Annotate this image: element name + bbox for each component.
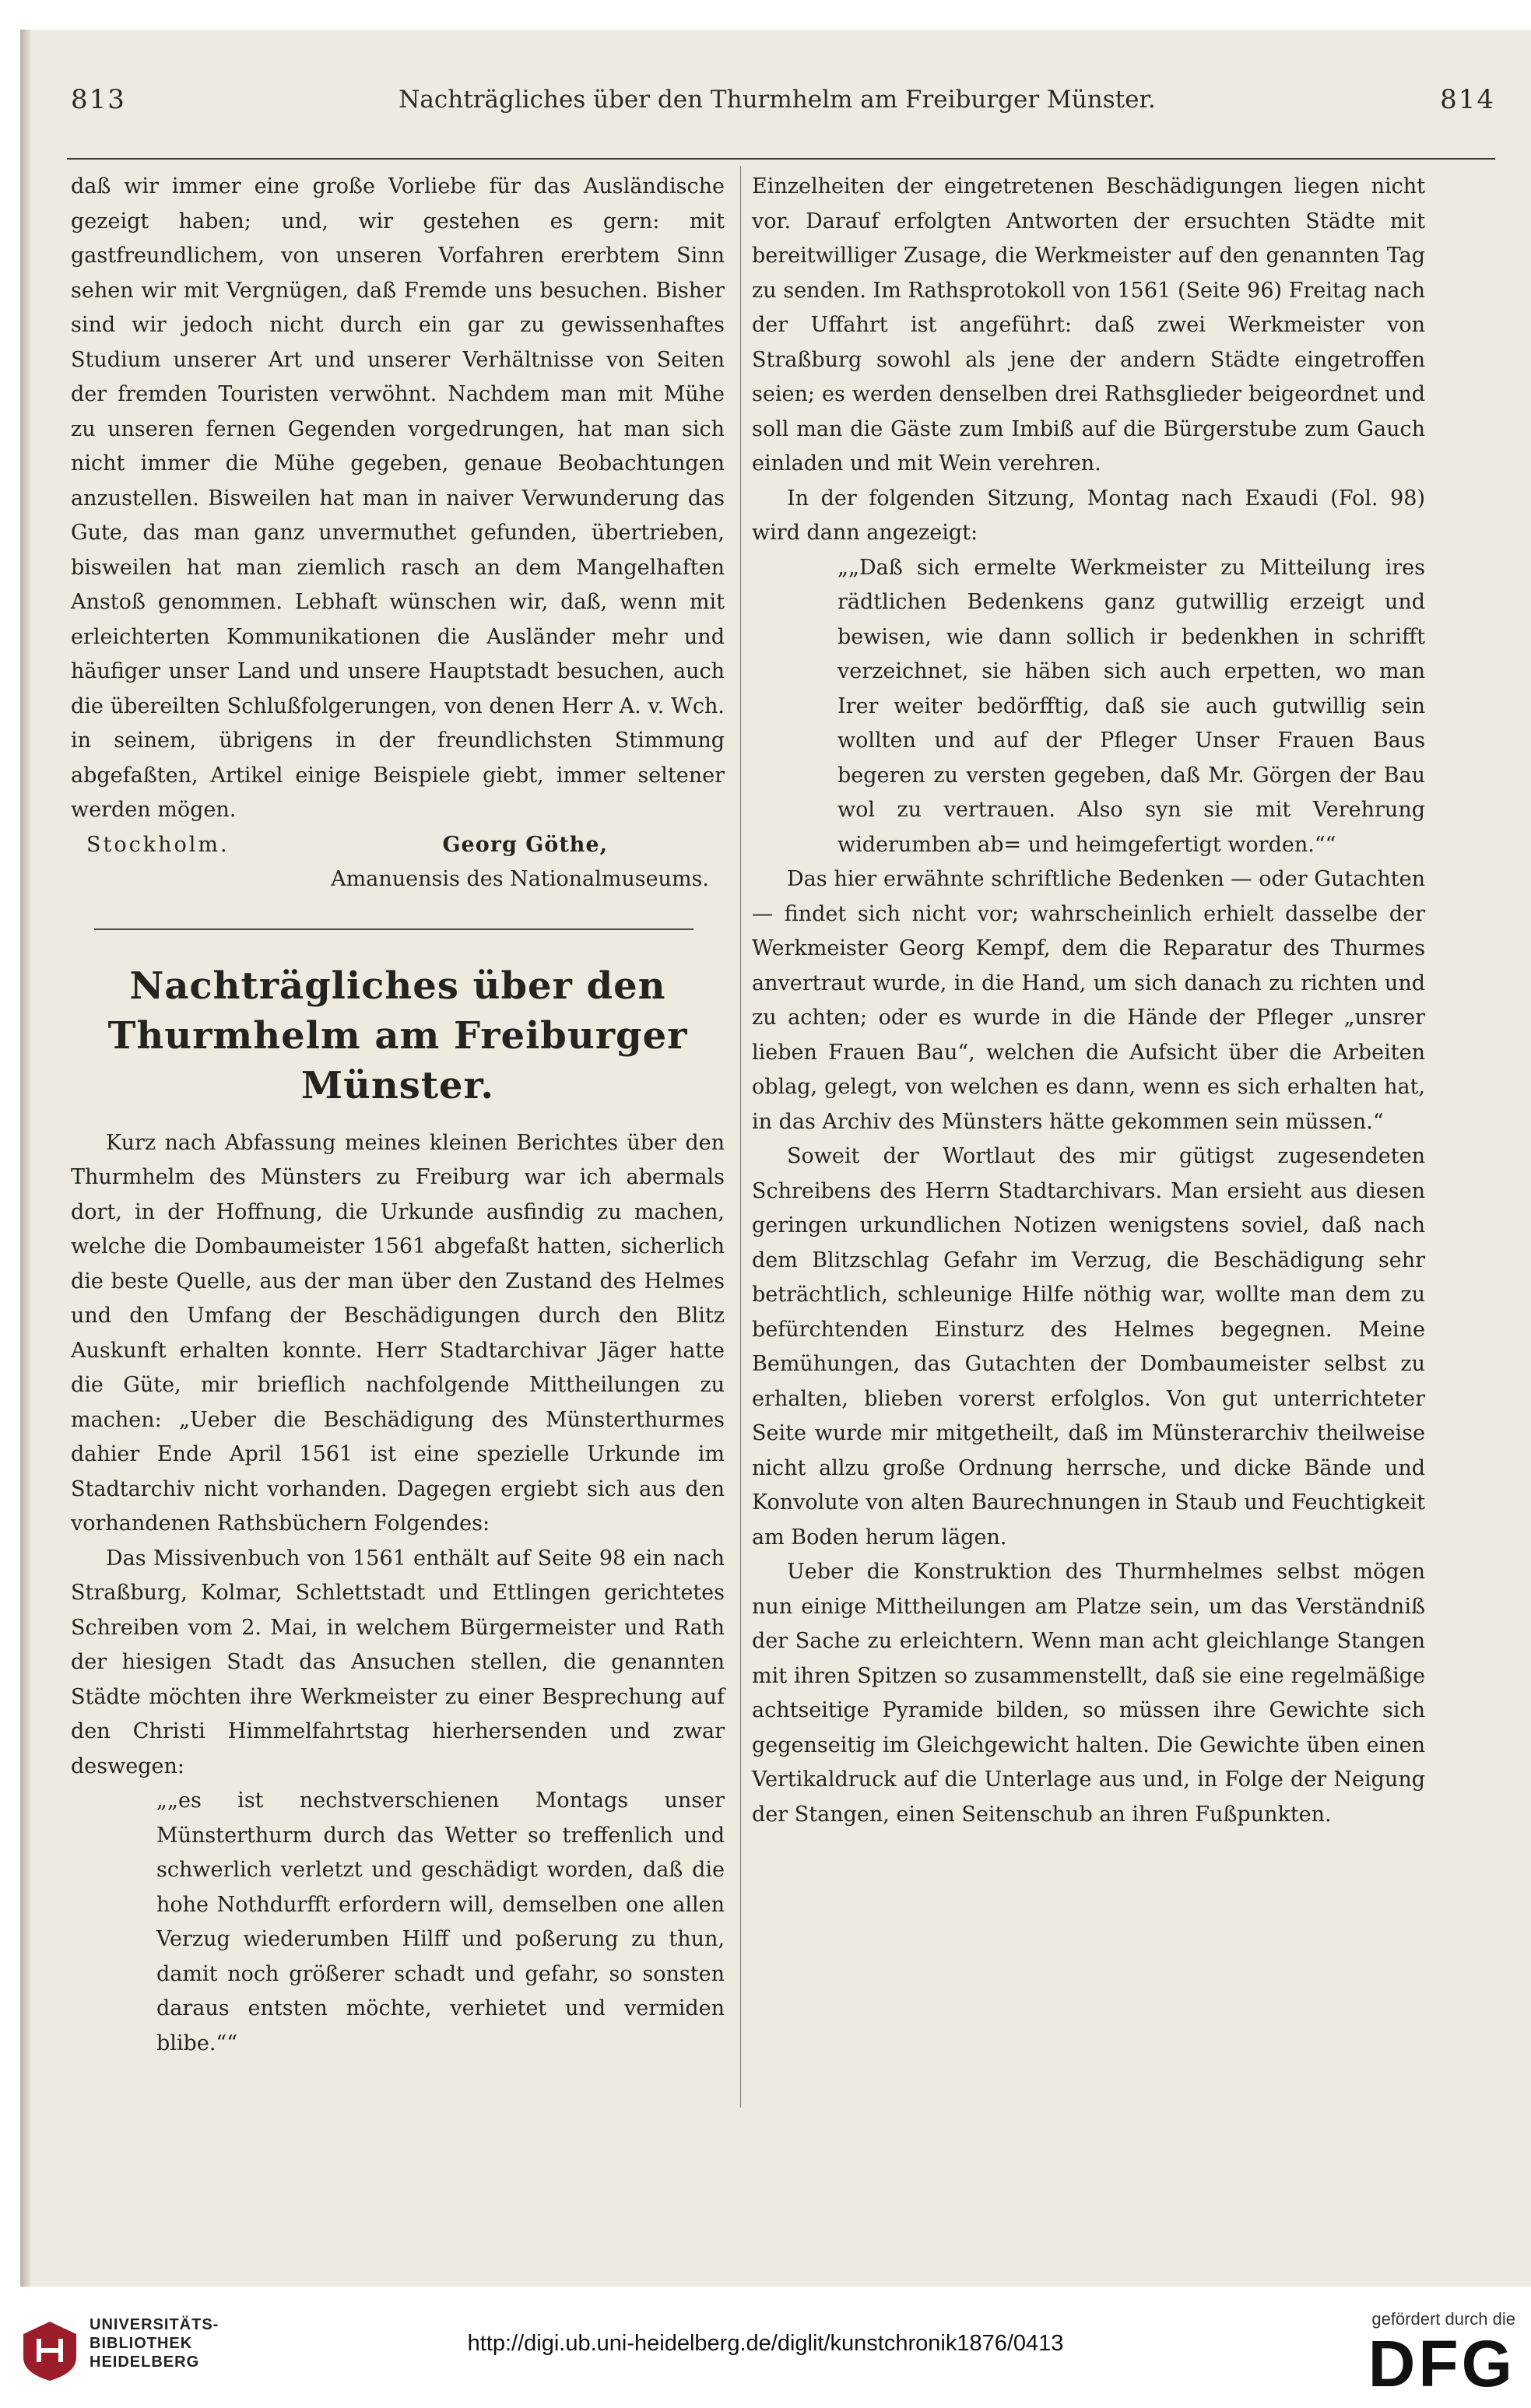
library-name: UNIVERSITÄTS- BIBLIOTHEK HEIDELBERG — [90, 2316, 219, 2371]
column-divider — [740, 166, 741, 2108]
body-paragraph: Soweit der Wortlaut des mir gütigst zugesendeten Schreibens des Herrn Stadtarchivars. Man ersieht aus diesen geringen urkundlichen Notizen wenigstens soviel, daß nach dem Blitzschlag Gefahr im Verzug, die Beschädigung sehr beträchtlich, schleunige Hilfe nöthig war, wollte man dem zu befürchtenden Einsturz des Helmes begegnen. Meine Bemühungen, das Gutachten der Dombaumeister selbst zu erhalten, blieben vorerst erfolglos. Von gut unterrichteter Seite wurde mir mitgetheilt, daß im Münsterarchiv theilweise nicht allzu große Ordnung herrsche, und dicke Bände und Konvolute von alten Baurechnungen in Staub und Feuchtigkeit am Boden herum lägen. — [752, 1144, 1425, 1550]
signature-role: Amanuensis des Nationalmuseums. — [331, 867, 709, 891]
body-paragraph: Das Missivenbuch von 1561 enthält auf Seite 98 ein nach Straßburg, Kolmar, Schlettstadt und Ettlingen gerichtetes Schreiben vom 2. Mai, in welchem Bürgermeister und Rath der hiesigen Stadt das Ansuchen stellen, die genannten Städte möchten ihre Werkmeister zu einer Besprechung auf den Christi Himmelfahrtstag hierhersenden und zwar deswegen: — [71, 1546, 725, 1778]
page-number-right: 814 — [1440, 84, 1495, 115]
article-separator — [94, 928, 694, 930]
quote-paragraph: „„es ist nechstverschienen Montags unser Münsterthurm durch das Wetter so treffenlich und schwerlich verletzt und geschädigt worden, daß die hohe Nothdurfft erfordern will, demselben one allen Verzug wiederumben Hilff und poßerung zu thun, damit noch größerer schadt und gefahr, so sonsten daraus entsten möchte, verhietet und vermiden blibe.““ — [156, 1788, 725, 2055]
body-paragraph: Kurz nach Abfassung meines kleinen Berichtes über den Thurmhelm des Münsters zu Freiburg war ich abermals dort, in der Hoffnung, die Urkunde ausfindig zu machen, welche die Dombaumeister 1561 abgefaßt hatten, sicherlich die beste Quelle, aus der man über den Zustand des Helmes und den Umfang der Beschädigungen durch den Blitz Auskunft erhalten konnte. Herr Stadtarchivar Jäger hatte die Güte, mir brieflich nachfolgende Mittheilungen zu machen: „Ueber die Beschädigung des Münsterthurmes dahier Ende April 1561 ist eine spezielle Urkunde im Stadtarchiv nicht vorhanden. Dagegen ergiebt sich aus den vorhandenen Rathsbüchern Folgendes: — [71, 1130, 725, 1536]
quote-paragraph: „„Daß sich ermelte Werkmeister zu Mitteilung ires rädtlichen Bedenkens ganz gutwillig erzeigt und bewisen, wie dann sollich ir bedenkhen in schrifft verzeichnet, sie häben sich auch erpetten, wo man Irer weiter bedörfftig, daß sie auch gutwillig sein wollten und auf der Pfleger Unser Frauen Baus begeren zu versten gegeben, daß Mr. Görgen der Bau wol zu vertrauen. Also syn sie mit Verehrung widerumben ab= und heimgefertigt worden.““ — [837, 555, 1425, 857]
signature-name: Georg Göthe, — [442, 832, 608, 857]
intro-paragraph: daß wir immer eine große Vorliebe für das Ausländische gezeigt haben; und, wir gestehen es gern: mit gastfreundlichem, von unseren Vorfahren ererbtem Sinn sehen wir mit Vergnügen, daß Fremde uns besuchen. Bisher sind wir jedoch nicht durch ein gar zu gewissenhaftes Studium unserer Art und unserer Verhältnisse von Seiten der fremden Touristen verwöhnt. Nachdem man mit Mühe zu unseren fernen Gegenden vorgedrungen, hat man sich nicht immer die Mühe gegeben, genaue Beobachtungen anzustellen. Bisweilen hat man in naiver Verwunderung das Gute, das man ganz unvermuthet gefunden, übertrieben, bisweilen hat man ziemlich rasch an dem Mangelhaften Anstoß genommen. Lebhaft wünschen wir, daß, wenn mit erleichterten Kommunikationen die Ausländer mehr und häufiger unser Land und unsere Hauptstadt besuchen, auch die übereilten Schlußfolgerungen, von denen Herr A. v. Wch. in seinem, übrigens in der freundlichsten Stimmung abgefaßten, Artikel einige Beispiele giebt, immer seltener werden mögen. — [71, 174, 725, 822]
funding-text: gefördert durch die — [1371, 2309, 1515, 2329]
running-title: Nachträgliches über den Thurmhelm am Freiburger Münster. — [399, 86, 1156, 114]
viewer-footer — [0, 2300, 1531, 2408]
body-paragraph: Ueber die Konstruktion des Thurmhelmes selbst mögen nun einige Mittheilungen am Platze sein, um das Verständniß der Sache zu erleichtern. Wenn man acht gleichlange Stangen mit ihren Spitzen so zusammenstellt, daß sie eine regelmäßige achtseitige Pyramide bilden, so müssen ihre Gewichte sich gegenseitig im Gleichgewicht halten. Die Gewichte üben einen Vertikaldruck auf die Unterlage aus und, in Folge der Neigung der Stangen, einen Seitenschub an ihren Fußpunkten. — [752, 1560, 1425, 1827]
right-column — [752, 170, 1425, 1832]
source-url-link[interactable]: http://digi.ub.uni-heidelberg.de/diglit/kunstchronik1876/0413 — [467, 2331, 1064, 2356]
signature-line — [71, 828, 725, 863]
signature-place: Stockholm. — [86, 832, 230, 857]
page-header — [20, 75, 1531, 121]
dfg-logo: DFG — [1368, 2327, 1515, 2400]
article-title: Nachträgliches über den Thurmhelm am Freiburger Münster. — [107, 964, 688, 1107]
left-column — [71, 170, 725, 2061]
page-number-left: 813 — [71, 84, 126, 115]
body-paragraph: In der folgenden Sitzung, Montag nach Exaudi (Fol. 98) wird dann angezeigt: — [752, 486, 1425, 545]
header-rule — [67, 158, 1495, 160]
funding-notice — [1344, 2309, 1515, 2398]
body-paragraph: Einzelheiten der eingetretenen Beschädigungen liegen nicht vor. Darauf erfolgten Antworten der ersuchten Städte mit bereitwilliger Zusage, die Werkmeister auf den genannten Tag zu senden. Im Rathsprotokoll von 1561 (Seite 96) Freitag nach der Uffahrt ist angeführt: daß zwei Werkmeister von Straßburg sowohl als jene der andern Städte eingetroffen seien; es werden denselben drei Rathsglieder beigeordnet und soll man die Gäste zum Imbiß auf die Bürgerstube zum Gauch einladen und mit Wein verehren. — [752, 174, 1425, 476]
scanned-page — [20, 30, 1531, 2287]
body-paragraph: Das hier erwähnte schriftliche Bedenken — oder Gutachten — findet sich nicht vor; wahrscheinlich erhielt dasselbe der Werkmeister Georg Kempf, dem die Reparatur des Thurmes anvertraut wurde, in die Hand, um sich danach zu richten und zu achten; oder es wurde in die Hände der Pfleger „unsrer lieben Frauen Bau“, welchen die Aufsicht über die Arbeiten oblag, gelegt, von welchen es dann, wenn es sich erhalten hat, in das Archiv des Münsters hätte gekommen sein müssen.“ — [752, 867, 1425, 1134]
